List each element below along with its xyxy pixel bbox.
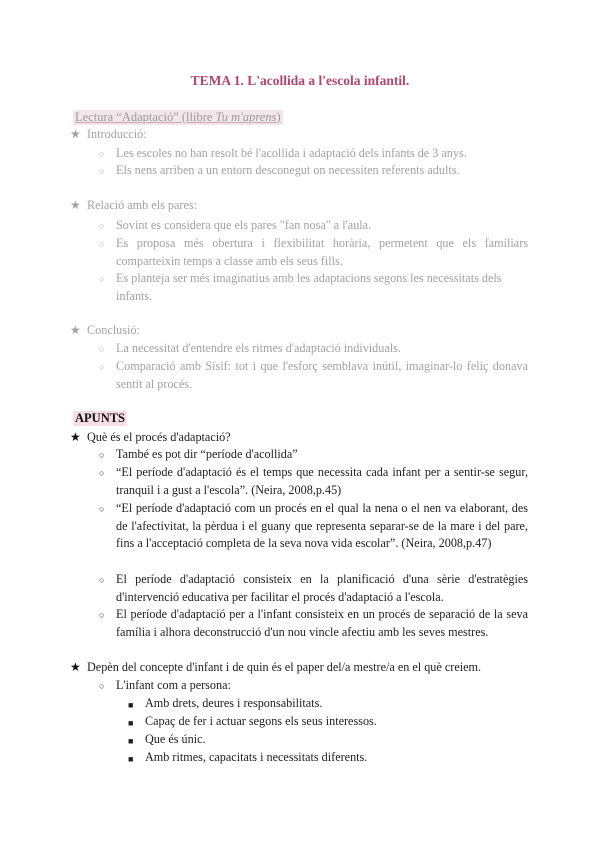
list-item-text: També es pot dir “període d'acollida” [116, 447, 298, 461]
section-label: Conclusió: [87, 323, 140, 337]
list-item-text: Es planteja ser més imaginatius amb les adaptacions segons les necessitats dels infants. [116, 271, 502, 303]
lectura-heading [73, 110, 283, 125]
star-bullet-icon: ★ [70, 660, 81, 674]
apunts-heading: APUNTS [75, 411, 126, 425]
circle-bullet-icon: ○ [99, 450, 105, 460]
list-item-text: Comparació amb Sísif: tot i que l'esforç semblava inútil, imaginar-lo feliç donava sentit al procés. [116, 359, 528, 391]
list-item-text: Amb ritmes, capacitats i necessitats diferents. [145, 750, 368, 764]
circle-bullet-icon: ○ [99, 504, 105, 514]
lectura-heading-suffix: ) [276, 110, 281, 124]
circle-bullet-icon: ○ [99, 681, 105, 691]
list-item-text: “El període d'adaptació és el temps que necessita cada infant per a sentir-se segur, tranquil i a gust a l'escola”. (Neira, 2008,p.45) [116, 465, 528, 497]
section-label: Què és el procés d'adaptació? [87, 430, 231, 444]
section-label: Introducció: [87, 127, 147, 141]
circle-bullet-icon: ○ [99, 575, 105, 585]
list-item-text: La necessitat d'entendre els ritmes d'adaptació individuals. [116, 341, 401, 355]
circle-bullet-icon: ○ [99, 344, 105, 354]
circle-bullet-icon: ○ [99, 610, 105, 620]
list-item-text: Els nens arriben a un entorn desconegut on necessiten referents adults. [116, 163, 460, 177]
star-bullet-icon: ★ [70, 430, 81, 444]
circle-bullet-icon: ○ [99, 166, 105, 176]
list-item-text: “El període d'adaptació com un procés en el qual la nena o el nen va elaborant, des de l'afectivitat, la pèrdua i el guany que representa separar-se de la mare i del pare, fins a l'acceptació completa de la seva nova vida escolar”. (Neira, 2008,p.47) [116, 501, 528, 550]
circle-bullet-icon: ○ [99, 274, 105, 284]
list-item-text: Amb drets, deures i responsabilitats. [145, 696, 323, 710]
list-item-text: Les escoles no han resolt bé l'acollida i adaptació dels infants de 3 anys. [116, 146, 467, 160]
star-bullet-icon: ★ [70, 127, 81, 141]
circle-bullet-icon: ○ [99, 221, 105, 231]
section-label: Relació amb els pares: [87, 198, 197, 212]
list-item-text: Sovint es considera que els pares "fan nosa" a l'aula. [116, 218, 372, 232]
list-item-text: Que és únic. [145, 732, 206, 746]
circle-bullet-icon: ○ [99, 362, 105, 372]
square-bullet-icon: ■ [128, 700, 134, 710]
page-title: TEMA 1. L'acollida a l'escola infantil. [190, 73, 410, 88]
section-label: Depèn del concepte d'infant i de quin és el paper del/a mestre/a en el què creiem. [87, 660, 482, 674]
lectura-heading-prefix: Lectura “Adaptació” (llibre [75, 110, 216, 124]
lectura-book-title: Tu m'aprens [215, 110, 277, 124]
square-bullet-icon: ■ [128, 736, 134, 746]
circle-bullet-icon: ○ [99, 149, 105, 159]
circle-bullet-icon: ○ [99, 468, 105, 478]
list-item-text: Capaç de fer i actuar segons els seus interessos. [145, 714, 377, 728]
list-item-text: Es proposa més obertura i flexibilitat horària, permetent que els familiars comparteixin temps a classe amb els seus fills. [116, 236, 528, 268]
sub-list-label: L'infant com a persona: [116, 678, 231, 692]
circle-bullet-icon: ○ [99, 239, 105, 249]
list-item-text: El període d'adaptació consisteix en la planificació d'una sèrie d'estratègies d'intervenció educativa per facilitar el procés d'adaptació a l'escola. [116, 572, 528, 604]
star-bullet-icon: ★ [70, 323, 81, 337]
square-bullet-icon: ■ [128, 718, 134, 728]
star-bullet-icon: ★ [70, 198, 81, 212]
list-item-text: El període d'adaptació per a l'infant consisteix en un procés de separació de la seva família i alhora deconstrucció d'un nou vincle afectiu amb les seves mestres. [116, 607, 528, 639]
square-bullet-icon: ■ [128, 754, 134, 764]
